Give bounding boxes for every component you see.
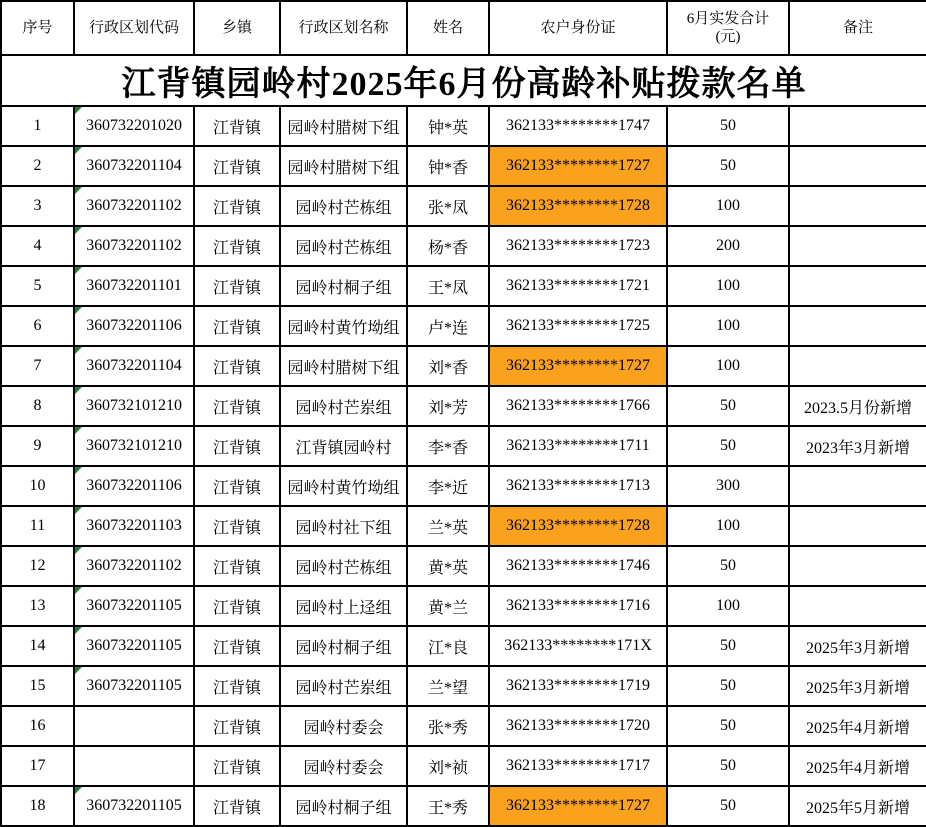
code-cell xyxy=(74,626,194,666)
town-cell: 江背镇 xyxy=(194,386,280,426)
no-cell: 12 xyxy=(1,546,74,586)
code-value: 360732201102 xyxy=(86,237,182,254)
name-cell: 刘*祯 xyxy=(407,746,489,786)
amount-cell: 100 xyxy=(667,586,789,626)
table-body xyxy=(1,106,926,826)
code-cell xyxy=(74,586,194,626)
village-cell: 园岭村腊树下组 xyxy=(280,146,407,186)
village-cell: 园岭村芒栋组 xyxy=(280,226,407,266)
error-flag-icon xyxy=(75,507,82,514)
name-cell: 兰*望 xyxy=(407,666,489,706)
code-value: 360732101210 xyxy=(86,397,182,414)
code-value: 360732201102 xyxy=(86,557,182,574)
amount-cell: 50 xyxy=(667,426,789,466)
name-cell: 刘*香 xyxy=(407,346,489,386)
village-cell: 园岭村芒岽组 xyxy=(280,666,407,706)
village-cell: 园岭村桐子组 xyxy=(280,266,407,306)
no-cell: 3 xyxy=(1,186,74,226)
id-cell: 362133********1728 xyxy=(489,506,667,546)
remark-cell: 2023年3月新增 xyxy=(789,426,926,466)
code-cell xyxy=(74,506,194,546)
id-cell: 362133********1746 xyxy=(489,546,667,586)
amount-cell: 50 xyxy=(667,106,789,146)
col-header-amount xyxy=(667,1,789,55)
town-cell: 江背镇 xyxy=(194,106,280,146)
town-cell: 江背镇 xyxy=(194,146,280,186)
table-row xyxy=(1,586,926,626)
village-cell: 园岭村黄竹坳组 xyxy=(280,306,407,346)
no-cell: 5 xyxy=(1,266,74,306)
town-cell: 江背镇 xyxy=(194,346,280,386)
error-flag-icon xyxy=(75,187,82,194)
village-cell: 园岭村黄竹坳组 xyxy=(280,466,407,506)
error-flag-icon xyxy=(75,387,82,394)
table-row xyxy=(1,706,926,746)
remark-cell xyxy=(789,466,926,506)
no-cell: 6 xyxy=(1,306,74,346)
no-cell: 8 xyxy=(1,386,74,426)
village-cell: 江背镇园岭村 xyxy=(280,426,407,466)
id-cell: 362133********1720 xyxy=(489,706,667,746)
remark-cell xyxy=(789,226,926,266)
error-flag-icon xyxy=(75,307,82,314)
name-cell: 李*香 xyxy=(407,426,489,466)
id-cell: 362133********1727 xyxy=(489,146,667,186)
error-flag-icon xyxy=(75,627,82,634)
village-cell: 园岭村桐子组 xyxy=(280,626,407,666)
remark-cell xyxy=(789,586,926,626)
no-cell: 7 xyxy=(1,346,74,386)
amount-cell: 100 xyxy=(667,506,789,546)
town-cell: 江背镇 xyxy=(194,186,280,226)
code-cell xyxy=(74,226,194,266)
id-cell: 362133********1711 xyxy=(489,426,667,466)
remark-cell xyxy=(789,146,926,186)
title-row xyxy=(1,55,926,106)
code-cell xyxy=(74,706,194,746)
col-header-name: 姓名 xyxy=(407,1,489,55)
code-value: 360732201104 xyxy=(86,357,182,374)
remark-cell xyxy=(789,106,926,146)
table-row xyxy=(1,546,926,586)
no-cell: 16 xyxy=(1,706,74,746)
name-cell: 黄*英 xyxy=(407,546,489,586)
id-cell: 362133********1747 xyxy=(489,106,667,146)
id-cell: 362133********1713 xyxy=(489,466,667,506)
error-flag-icon xyxy=(75,347,82,354)
error-flag-icon xyxy=(75,547,82,554)
town-cell: 江背镇 xyxy=(194,426,280,466)
code-value: 360732201105 xyxy=(86,637,182,654)
table-row xyxy=(1,346,926,386)
town-cell: 江背镇 xyxy=(194,546,280,586)
table-row xyxy=(1,426,926,466)
village-cell: 园岭村桐子组 xyxy=(280,786,407,826)
id-cell: 362133********1716 xyxy=(489,586,667,626)
id-cell: 362133********1723 xyxy=(489,226,667,266)
amount-cell: 100 xyxy=(667,266,789,306)
no-cell: 1 xyxy=(1,106,74,146)
name-cell: 李*近 xyxy=(407,466,489,506)
remark-cell xyxy=(789,306,926,346)
no-cell: 4 xyxy=(1,226,74,266)
amount-cell: 50 xyxy=(667,666,789,706)
town-cell: 江背镇 xyxy=(194,266,280,306)
code-value: 360732201105 xyxy=(86,797,182,814)
amount-cell: 100 xyxy=(667,346,789,386)
town-cell: 江背镇 xyxy=(194,786,280,826)
village-cell: 园岭村社下组 xyxy=(280,506,407,546)
table-row xyxy=(1,746,926,786)
col-header-code: 行政区划代码 xyxy=(74,1,194,55)
remark-cell: 2025年3月新增 xyxy=(789,666,926,706)
amount-header-unit: (元) xyxy=(715,29,741,45)
remark-cell: 2025年4月新增 xyxy=(789,706,926,746)
town-cell: 江背镇 xyxy=(194,666,280,706)
table-row xyxy=(1,466,926,506)
table-row xyxy=(1,666,926,706)
col-header-village: 行政区划名称 xyxy=(280,1,407,55)
table-row xyxy=(1,626,926,666)
table-row xyxy=(1,226,926,266)
village-cell: 园岭村上迳组 xyxy=(280,586,407,626)
amount-cell: 100 xyxy=(667,186,789,226)
name-cell: 兰*英 xyxy=(407,506,489,546)
remark-cell xyxy=(789,346,926,386)
code-value: 360732201101 xyxy=(86,277,182,294)
name-cell: 卢*连 xyxy=(407,306,489,346)
id-cell: 362133********171X xyxy=(489,626,667,666)
name-cell: 刘*芳 xyxy=(407,386,489,426)
code-cell xyxy=(74,666,194,706)
no-cell: 10 xyxy=(1,466,74,506)
table-row xyxy=(1,186,926,226)
village-cell: 园岭村委会 xyxy=(280,706,407,746)
name-cell: 张*秀 xyxy=(407,706,489,746)
amount-cell: 50 xyxy=(667,786,789,826)
no-cell: 18 xyxy=(1,786,74,826)
town-cell: 江背镇 xyxy=(194,706,280,746)
error-flag-icon xyxy=(75,107,82,114)
town-cell: 江背镇 xyxy=(194,306,280,346)
no-cell: 13 xyxy=(1,586,74,626)
village-cell: 园岭村腊树下组 xyxy=(280,106,407,146)
name-cell: 黄*兰 xyxy=(407,586,489,626)
town-cell: 江背镇 xyxy=(194,626,280,666)
code-cell xyxy=(74,466,194,506)
name-cell: 王*凤 xyxy=(407,266,489,306)
code-cell xyxy=(74,106,194,146)
col-header-town: 乡镇 xyxy=(194,1,280,55)
town-cell: 江背镇 xyxy=(194,506,280,546)
code-value: 360732201103 xyxy=(86,517,182,534)
code-cell xyxy=(74,426,194,466)
name-cell: 钟*香 xyxy=(407,146,489,186)
remark-cell: 2025年5月新增 xyxy=(789,786,926,826)
code-cell xyxy=(74,546,194,586)
amount-cell: 200 xyxy=(667,226,789,266)
error-flag-icon xyxy=(75,427,82,434)
page-title: 江背镇园岭村2025年6月份高龄补贴拨款名单 xyxy=(1,55,926,106)
id-cell: 362133********1727 xyxy=(489,346,667,386)
code-cell xyxy=(74,306,194,346)
col-header-no: 序号 xyxy=(1,1,74,55)
table-row xyxy=(1,106,926,146)
amount-cell: 50 xyxy=(667,626,789,666)
remark-cell xyxy=(789,266,926,306)
name-cell: 杨*香 xyxy=(407,226,489,266)
code-value: 360732101210 xyxy=(86,437,182,454)
id-cell: 362133********1725 xyxy=(489,306,667,346)
code-value: 360732201105 xyxy=(86,597,182,614)
code-value: 360732201106 xyxy=(86,317,182,334)
amount-cell: 50 xyxy=(667,746,789,786)
code-cell xyxy=(74,386,194,426)
error-flag-icon xyxy=(75,667,82,674)
code-cell xyxy=(74,186,194,226)
amount-cell: 50 xyxy=(667,146,789,186)
amount-header-main: 6月实发合计 xyxy=(686,11,770,27)
col-header-remark: 备注 xyxy=(789,1,926,55)
table-row xyxy=(1,266,926,306)
code-cell xyxy=(74,146,194,186)
id-cell: 362133********1719 xyxy=(489,666,667,706)
code-cell xyxy=(74,266,194,306)
code-cell xyxy=(74,786,194,826)
id-cell: 362133********1717 xyxy=(489,746,667,786)
remark-cell xyxy=(789,186,926,226)
table-row xyxy=(1,146,926,186)
village-cell: 园岭村芒栋组 xyxy=(280,186,407,226)
amount-cell: 300 xyxy=(667,466,789,506)
town-cell: 江背镇 xyxy=(194,746,280,786)
village-cell: 园岭村芒岽组 xyxy=(280,386,407,426)
name-cell: 王*秀 xyxy=(407,786,489,826)
error-flag-icon xyxy=(75,467,82,474)
amount-cell: 50 xyxy=(667,546,789,586)
id-cell: 362133********1721 xyxy=(489,266,667,306)
table-row xyxy=(1,386,926,426)
remark-cell xyxy=(789,506,926,546)
error-flag-icon xyxy=(75,787,82,794)
remark-cell: 2023.5月份新增 xyxy=(789,386,926,426)
village-cell: 园岭村委会 xyxy=(280,746,407,786)
id-cell: 362133********1766 xyxy=(489,386,667,426)
code-value: 360732201102 xyxy=(86,197,182,214)
error-flag-icon xyxy=(75,227,82,234)
name-cell: 钟*英 xyxy=(407,106,489,146)
id-cell: 362133********1728 xyxy=(489,186,667,226)
village-cell: 园岭村腊树下组 xyxy=(280,346,407,386)
remark-cell: 2025年3月新增 xyxy=(789,626,926,666)
remark-cell: 2025年4月新增 xyxy=(789,746,926,786)
name-cell: 张*凤 xyxy=(407,186,489,226)
code-value: 360732201106 xyxy=(86,477,182,494)
error-flag-icon xyxy=(75,147,82,154)
code-value: 360732201020 xyxy=(86,117,182,134)
village-cell: 园岭村芒栋组 xyxy=(280,546,407,586)
no-cell: 14 xyxy=(1,626,74,666)
town-cell: 江背镇 xyxy=(194,586,280,626)
table-row xyxy=(1,506,926,546)
town-cell: 江背镇 xyxy=(194,226,280,266)
amount-cell: 50 xyxy=(667,706,789,746)
name-cell: 江*良 xyxy=(407,626,489,666)
error-flag-icon xyxy=(75,267,82,274)
no-cell: 11 xyxy=(1,506,74,546)
town-cell: 江背镇 xyxy=(194,466,280,506)
no-cell: 17 xyxy=(1,746,74,786)
remark-cell xyxy=(789,546,926,586)
no-cell: 15 xyxy=(1,666,74,706)
amount-cell: 50 xyxy=(667,386,789,426)
code-value: 360732201105 xyxy=(86,677,182,694)
table-row xyxy=(1,306,926,346)
error-flag-icon xyxy=(75,587,82,594)
amount-cell: 100 xyxy=(667,306,789,346)
code-value: 360732201104 xyxy=(86,157,182,174)
code-cell xyxy=(74,346,194,386)
code-cell xyxy=(74,746,194,786)
no-cell: 9 xyxy=(1,426,74,466)
table-row xyxy=(1,786,926,826)
no-cell: 2 xyxy=(1,146,74,186)
id-cell: 362133********1727 xyxy=(489,786,667,826)
table-header-row xyxy=(1,1,926,55)
col-header-id: 农户身份证 xyxy=(489,1,667,55)
